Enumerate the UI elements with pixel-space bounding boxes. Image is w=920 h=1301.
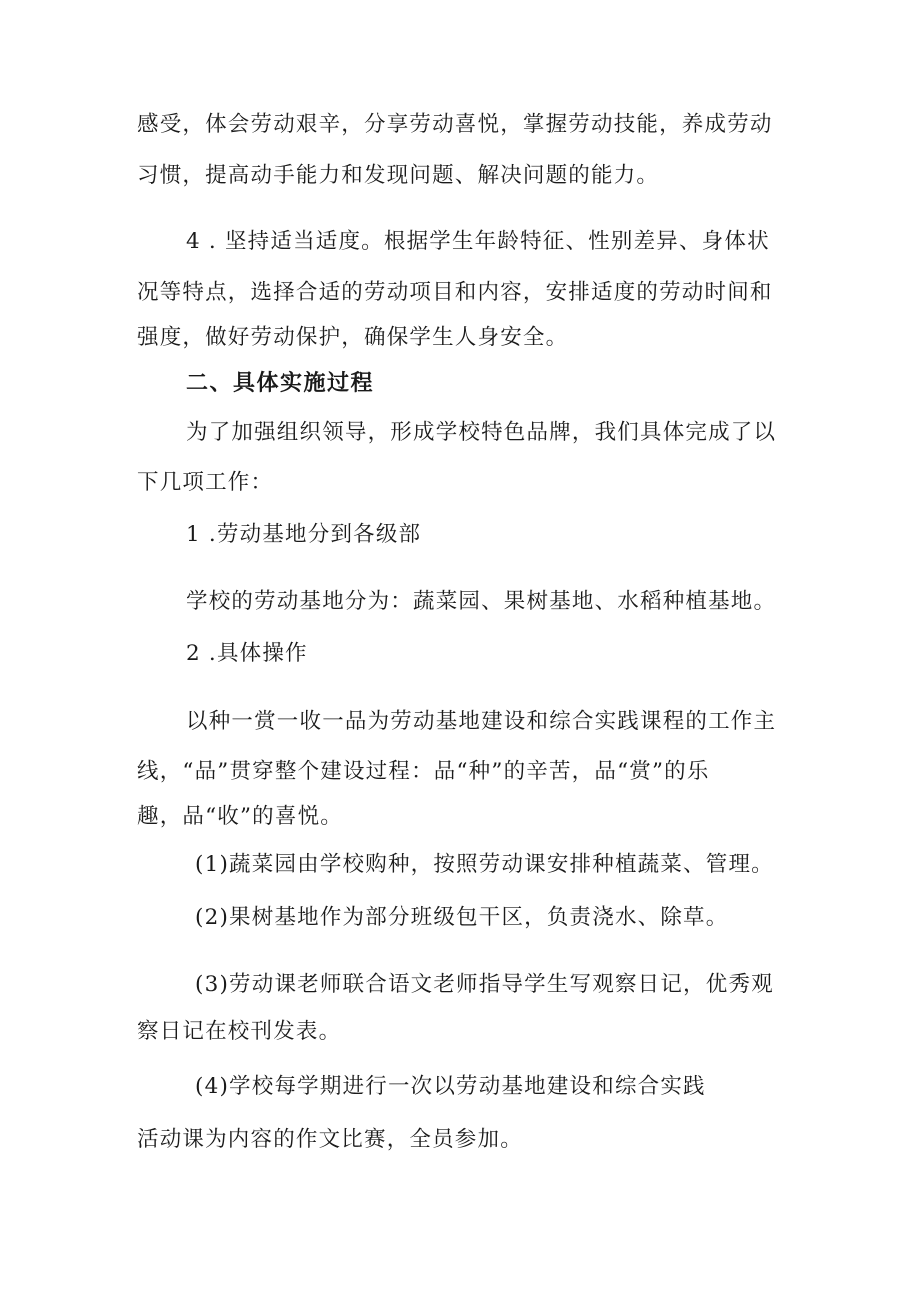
main-line-text: 线，“品”贯穿整个建设过程：品“种”的辛苦，品“赏”的乐	[137, 759, 710, 784]
sub-item-3: (3)劳动课老师联合语文老师指导学生写观察日记，优秀观	[195, 972, 774, 997]
sub-item-1: (1)蔬菜园由学校购种，按照劳动课安排种植蔬菜、管理。	[195, 852, 774, 877]
section-heading: 二、具体实施过程	[186, 371, 375, 396]
sub-item-3: 察日记在校刊发表。	[137, 1019, 342, 1044]
sub-item-2: (2)果树基地作为部分班级包干区，负责浇水、除草。	[195, 905, 729, 930]
item-1-title: 1 .劳动基地分到各级部	[186, 522, 422, 547]
item-1-text: 学校的劳动基地分为：蔬菜园、果树基地、水稻种植基地。	[186, 589, 777, 614]
main-line-text: 趣，品“收”的喜悦。	[137, 804, 343, 829]
paragraph-line: 感受，体会劳动艰辛，分享劳动喜悦，掌握劳动技能，养成劳动	[137, 112, 773, 137]
intro-line: 为了加强组织领导，形成学校特色品牌，我们具体完成了以	[186, 420, 777, 445]
principle-4-line: 况等特点，选择合适的劳动项目和内容，安排适度的劳动时间和	[137, 280, 773, 305]
paragraph-line: 习惯，提高动手能力和发现问题、解决问题的能力。	[137, 163, 660, 188]
sub-item-4: 活动课为内容的作文比赛，全员参加。	[137, 1127, 523, 1152]
item-2-title: 2 .具体操作	[186, 641, 308, 666]
sub-item-4: (4)学校每学期进行一次以劳动基地建设和综合实践	[195, 1074, 706, 1099]
intro-line: 下几项工作：	[137, 470, 274, 495]
main-line-text: 以种一赏一收一品为劳动基地建设和综合实践课程的工作主	[186, 709, 777, 734]
principle-4-line: 强度，做好劳动保护，确保学生人身安全。	[137, 325, 569, 350]
principle-4-line: 4 . 坚持适当适度。根据学生年龄特征、性别差异、身体状	[186, 229, 770, 254]
